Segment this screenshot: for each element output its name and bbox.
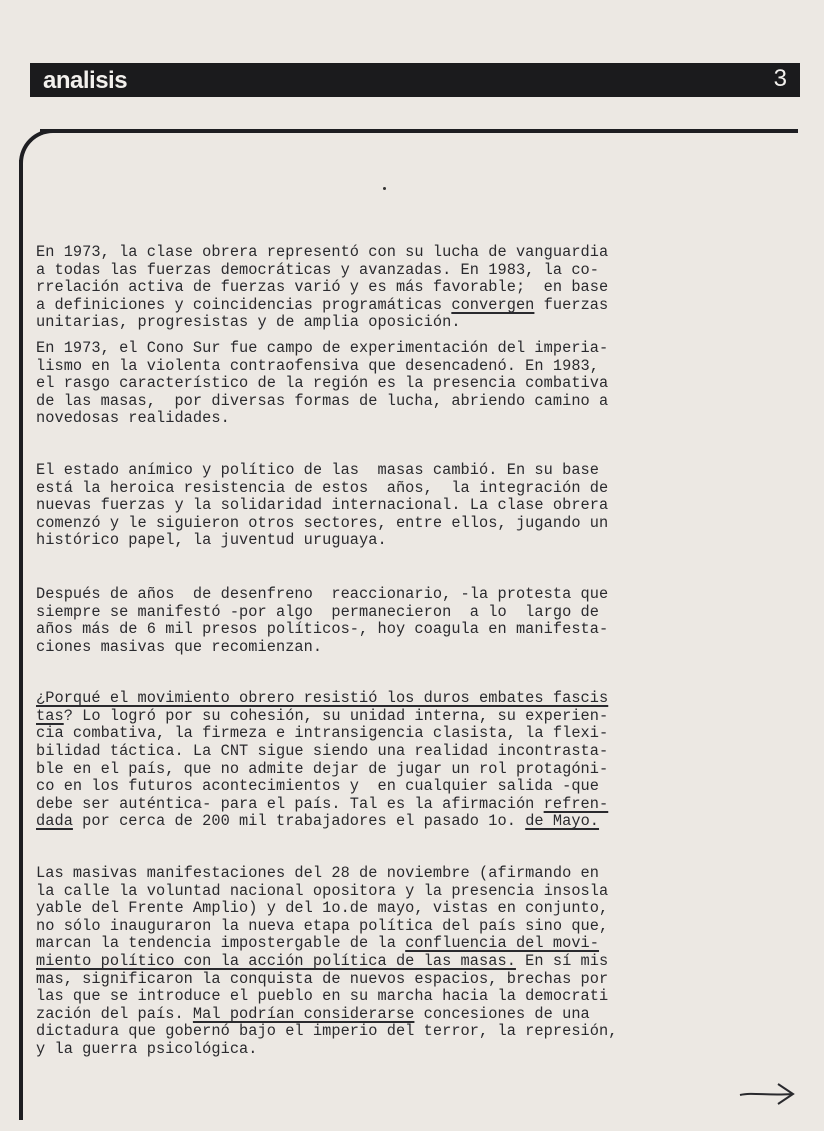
text-run: lismo en la violenta contraofensiva que desencadenó. En 1983, <box>36 356 600 375</box>
text-line <box>36 279 774 297</box>
text-line <box>36 813 774 831</box>
text-run: Las masivas manifestaciones del 28 de noviembre (afirmando en <box>36 864 600 883</box>
text-run: y la guerra psicológica. <box>36 1039 258 1058</box>
text-line <box>36 708 774 726</box>
text-run: no sólo inauguraron la nueva etapa política del país sino que, <box>36 916 609 935</box>
text-line <box>36 690 774 708</box>
text-run: está la heroica resistencia de estos años, la integración de <box>36 478 609 497</box>
text-line <box>36 796 774 814</box>
text-line <box>36 778 774 796</box>
text-run: unitarias, progresistas y de amplia oposición. <box>36 313 461 332</box>
paragraph <box>36 340 774 428</box>
text-run: histórico papel, la juventud uruguaya. <box>36 531 387 550</box>
section-header-bar <box>30 63 800 97</box>
right-arrow-icon <box>738 1081 796 1107</box>
underlined-phrase: refren- <box>543 794 609 813</box>
text-line <box>36 883 774 901</box>
text-run: por cerca de 200 mil trabajadores el pasado 1o. <box>72 812 526 831</box>
text-run: ciones masivas que recomienzan. <box>36 637 323 656</box>
text-line <box>36 314 774 332</box>
frame-top-rule <box>40 129 798 133</box>
text-run: debe ser auténtica- para el país. Tal es la afirmación <box>36 794 544 813</box>
text-line <box>36 462 774 480</box>
text-line <box>36 375 774 393</box>
paragraph <box>36 690 774 831</box>
text-line <box>36 586 774 604</box>
underlined-phrase: convergen <box>451 295 535 314</box>
text-line <box>36 262 774 280</box>
text-line <box>36 639 774 657</box>
text-run: rrelación activa de fuerzas varió y es más favorable; en base <box>36 278 609 297</box>
text-run: En sí mis <box>515 952 609 970</box>
text-run: co en los futuros acontecimientos y en cualquier salida -que <box>36 777 600 796</box>
text-run: marcan la tendencia impostergable de la <box>36 934 406 953</box>
text-run: de las masas, por diversas formas de lucha, abriendo camino a <box>36 391 609 410</box>
article-body <box>36 244 774 1059</box>
underlined-phrase: miento político con la acción política de las masas. <box>36 952 516 970</box>
text-line <box>36 900 774 918</box>
text-run: a definiciones y coincidencias programáticas <box>36 295 452 314</box>
text-line <box>36 621 774 639</box>
text-line <box>36 532 774 550</box>
underlined-phrase: confluencia del movi- <box>405 934 600 953</box>
frame-corner <box>19 129 63 173</box>
paragraph <box>36 586 774 656</box>
underlined-phrase: dada <box>36 812 73 831</box>
text-line <box>36 935 774 953</box>
paragraph <box>36 244 774 332</box>
text-run: la calle la voluntad nacional opositora y la presencia insosla <box>36 881 609 900</box>
section-title: analisis <box>43 67 128 94</box>
text-line <box>36 410 774 428</box>
text-run: las que se introduce el pueblo en su marcha hacia la democrati <box>36 987 609 1006</box>
text-run: yable del Frente Amplio) y del 1o.de mayo, vistas en conjunto, <box>36 899 609 918</box>
underlined-phrase: tas <box>36 706 64 725</box>
underlined-phrase: de Mayo. <box>525 812 600 831</box>
text-run: En 1973, la clase obrera representó con su lucha de vanguardia <box>36 243 609 261</box>
text-line <box>36 953 774 971</box>
text-run: bilidad táctica. La CNT sigue siendo una realidad incontrasta- <box>36 742 609 761</box>
text-line <box>36 1006 774 1024</box>
text-run: concesiones de una <box>414 1004 590 1023</box>
text-run: zación del país. <box>36 1004 193 1023</box>
text-run: mas, significaron la conquista de nuevos espacios, brechas por <box>36 969 609 988</box>
text-run: fuerzas <box>534 295 609 314</box>
page-number: 3 <box>773 65 787 92</box>
text-line <box>36 604 774 622</box>
text-run: dictadura que gobernó bajo el imperio del terror, la represión, <box>36 1022 618 1041</box>
text-run: siempre se manifestó -por algo permanecieron a lo largo de <box>36 602 600 621</box>
text-line <box>36 1041 774 1059</box>
frame-left-rule <box>19 160 23 1120</box>
text-run: el rasgo característico de la región es la presencia combativa <box>36 374 609 393</box>
text-run: años más de 6 mil presos políticos-, hoy coagula en manifesta- <box>36 620 609 639</box>
text-run: El estado anímico y político de las masas cambió. En su base <box>36 460 600 479</box>
text-line <box>36 725 774 743</box>
text-run: Después de años de desenfreno reaccionario, -la protesta que <box>36 584 609 603</box>
text-line <box>36 358 774 376</box>
text-line <box>36 761 774 779</box>
text-line <box>36 1023 774 1041</box>
paragraph <box>36 462 774 550</box>
text-run: En 1973, el Cono Sur fue campo de experimentación del imperia- <box>36 338 609 357</box>
text-run: comenzó y le siguieron otros sectores, entre ellos, jugando un <box>36 513 609 532</box>
text-run: nuevas fuerzas y la solidaridad internacional. La clase obrera <box>36 496 609 515</box>
stray-dot <box>383 187 386 190</box>
text-line <box>36 497 774 515</box>
text-run: cia combativa, la firmeza e intransigencia clasista, la flexi- <box>36 724 609 743</box>
text-line <box>36 743 774 761</box>
text-line <box>36 971 774 989</box>
text-line <box>36 918 774 936</box>
text-run: ? Lo logró por su cohesión, su unidad interna, su experien- <box>63 706 609 725</box>
text-line <box>36 865 774 883</box>
text-line <box>36 988 774 1006</box>
text-run: novedosas realidades. <box>36 409 230 428</box>
text-line <box>36 340 774 358</box>
paragraph <box>36 865 774 1059</box>
text-line <box>36 297 774 315</box>
underlined-phrase: ¿Porqué el movimiento obrero resistió los duros embates fascis <box>36 689 609 708</box>
text-line <box>36 393 774 411</box>
text-line <box>36 515 774 533</box>
underlined-phrase: Mal podrían considerarse <box>192 1004 415 1023</box>
text-line <box>36 244 774 262</box>
text-run: ble en el país, que no admite dejar de jugar un rol protagóni- <box>36 759 609 778</box>
text-run: a todas las fuerzas democráticas y avanzadas. En 1983, la co- <box>36 260 600 279</box>
text-line <box>36 480 774 498</box>
